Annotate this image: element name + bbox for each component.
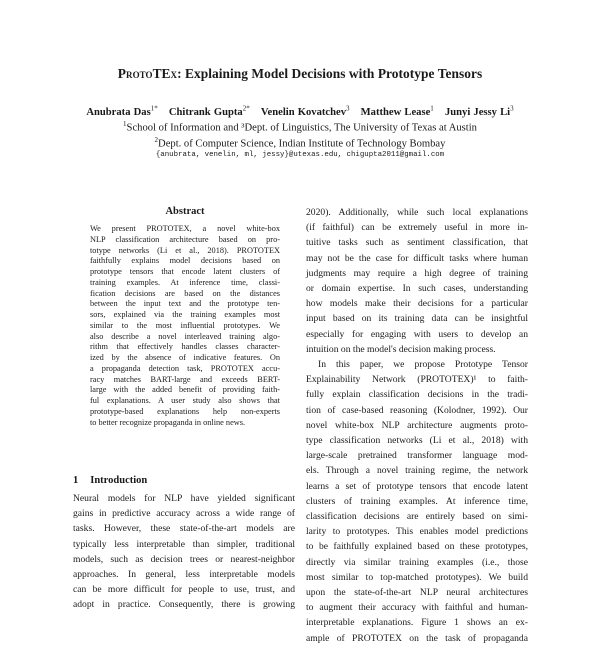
section-title: Introduction [90,475,148,486]
right-line: (if faithful) can be extremely useful in more in- [306,222,528,234]
abstract-line: We present PROTOTEX, a novel white-box [90,224,280,233]
right-line: or domain expertise. In such cases, understanding [306,283,528,295]
author: Matthew Lease$^1$ [360,104,434,118]
right-line: Explainability Network (PROTOTEX)¹ to faith- [306,374,528,386]
right-line: most similar to top-matched prototypes). We build [306,571,528,583]
right-line: especially for engaging with users to develop an [306,328,528,340]
intro-line: typically less interpretable than simpler, traditional [73,538,295,550]
right-line: to be faithfully explained based on these prototypes, [306,541,528,553]
abstract-line: similar to the most influential prototypes. We [90,320,280,330]
right-line: ample of PROTOTEX on the task of propaganda [306,632,528,644]
right-line: intuition on the model's decision making process. [306,343,496,355]
right-column [306,205,528,646]
abstract-line: ized by the absence of indicative features. On [90,353,280,362]
abstract-line: NLP classification architecture based on pro- [90,234,280,244]
intro-line: can be more difficult for people to use, trust, and [73,584,295,596]
abstract-body [90,224,280,428]
abstract-line: sors, explained via the training examples most [90,310,280,319]
intro-line: tasks. However, these state-of-the-art models are [73,523,295,535]
abstract-line: large with the added benefit of providing faith- [90,385,280,395]
abstract-line: ful explanations. A user study also shows that [90,396,280,405]
abstract-line: training examples. At inference time, classi- [90,277,280,287]
intro-line: approaches. In general, less interpretable models [73,569,295,581]
abstract-line: totype networks (Li et al., 2018). PROTOTEX [90,245,280,255]
right-line: learns a set of prototype tensors that encode latent [306,480,528,492]
abstract-heading: Abstract [165,206,205,217]
right-line: input based on its training data can be insightful [306,313,528,325]
right-line: classification decisions are entirely based on simi- [306,511,528,523]
right-line: how models make their decisions for a particular [306,298,528,310]
right-line: novel white-box NLP architecture augments proto- [306,419,528,431]
title-rest: : Explaining Model Decisions with Prototype Tensors [177,66,483,81]
abstract-line: faithfully explains model decisions based on [90,256,280,266]
abstract-line: prototype tensors that encode latent clusters of [90,267,280,276]
right-line: type classification networks (Li et al., 2018) with [306,435,528,447]
right-line: larity to prototypes. This enables model predictions [306,526,528,538]
intro-line: Neural models for NLP have yielded significant [73,493,295,504]
right-line: directly via similar training examples (i.e., those [306,556,528,568]
abstract-line: also describe a novel interleaved training algo- [90,331,280,341]
right-line: large-scale pretrained transformer language mod- [306,450,528,462]
abstract-line: a propaganda detection task, PROTOTEX accu- [90,363,280,373]
abstract-line: between the input text and the prototype ten- [90,299,280,309]
author-list [0,104,600,118]
abstract-line: fication decisions are based on the distances [90,288,280,298]
section-number: 1 [73,475,79,486]
right-line: to augment their accuracy with faithful and human- [306,602,528,614]
right-paragraph-1 [306,205,528,357]
affiliation-line-2: $^2$Dept. of Computer Science, Indian Institute of Technology Bombay [154,136,446,150]
intro-line: adopt in practice. Consequently, there is growing [73,599,295,611]
abstract-line: racy matches BART-large and exceeds BERT- [90,374,280,384]
intro-line: gains in predictive accuracy across a wide range of [73,508,295,520]
right-line: judgments may require a high degree of training [306,267,528,279]
right-paragraph-2 [306,357,528,646]
right-line: els. Through a novel training regime, the network [306,465,528,477]
title-model-name: ProtoTEx [117,66,178,81]
author: Chitrank Gupta$^{2*}$ [168,104,250,118]
author-emails: {anubrata, venelin, ml, jessy}@utexas.edu, chigupta2011@gmail.com [155,151,445,159]
right-line: tuitive tasks such as sentiment classification, that [306,237,528,249]
right-line: tion of case-based reasoning (Kolodner, 1992). Our [306,404,528,416]
intro-line: models, such as decision trees or nearest-neighbor [73,553,295,565]
right-line: may not be the case for difficult tasks where human [306,252,528,264]
intro-paragraph [73,491,295,613]
right-line: 2020). Additionally, while such local explanations [306,207,528,218]
right-line: fully explain classification decisions in the tradi- [306,389,528,401]
abstract-line: prototype-based explanations help non-experts [90,406,280,416]
affiliation-line-1: $^1$School of Information and ³Dept. of Linguistics, The University of Texas at Austin [123,120,477,134]
section-heading [73,475,147,486]
author: Anubrata Das$^{1*}$ [86,104,158,118]
author: Venelin Kovatchev$^3$ [260,104,350,118]
right-line: In this paper, we propose Prototype Tensor [318,359,528,371]
author: Junyi Jessy Li$^3$ [444,104,514,118]
right-line: clusters of training examples. At inference time, [306,495,528,507]
right-line: upon the state-of-the-art NLP neural architectures [306,587,528,599]
abstract-line: to better recognize propaganda in online news. [90,417,246,427]
paper-title [0,66,600,82]
right-line: interpretable explanations. Figure 1 shows an ex- [306,617,528,629]
abstract-line: rithm that effectively handles classes character- [90,342,280,352]
